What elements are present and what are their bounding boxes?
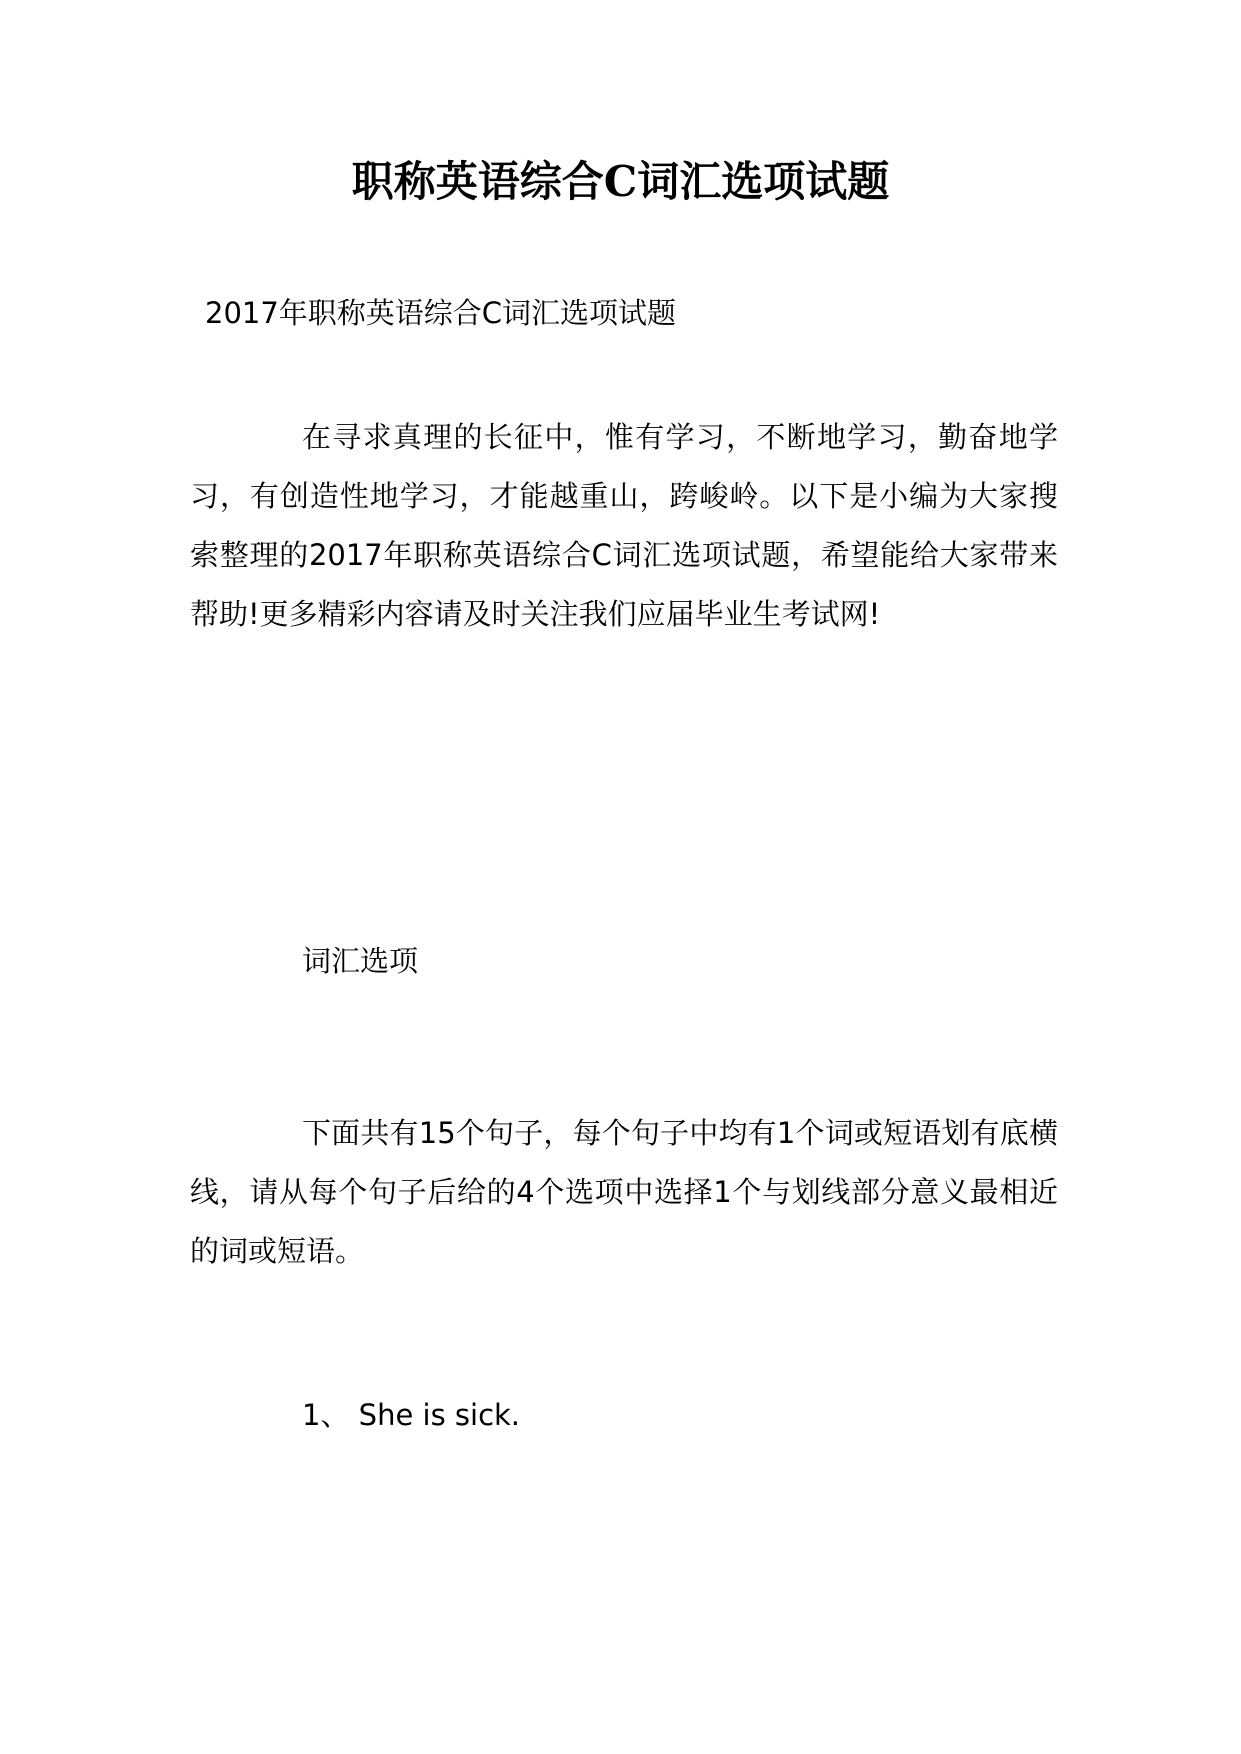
section-heading: 词汇选项 — [302, 944, 419, 978]
document-title: 职称英语综合C词汇选项试题 — [351, 157, 890, 206]
intro-paragraph: 在寻求真理的长征中，惟有学习，不断地学习，勤奋地学习，有创造性地学习，才能越重山，跨峻岭。以下是小编为大家搜索整理的2017年职称英语综合C词汇选项试题，希望能给大家带来帮助!更多精彩内容请及时关注我们应届毕业生考试网! — [190, 420, 1058, 631]
instructions-paragraph: 下面共有15个句子，每个句子中均有1个词或短语划有底横线，请从每个句子后给的4个选项中选择1个与划线部分意义最相近的词或短语。 — [190, 1116, 1058, 1268]
document-subtitle: 2017年职称英语综合C词汇选项试题 — [205, 296, 677, 330]
question-item: 1、 She is sick. — [302, 1398, 521, 1432]
